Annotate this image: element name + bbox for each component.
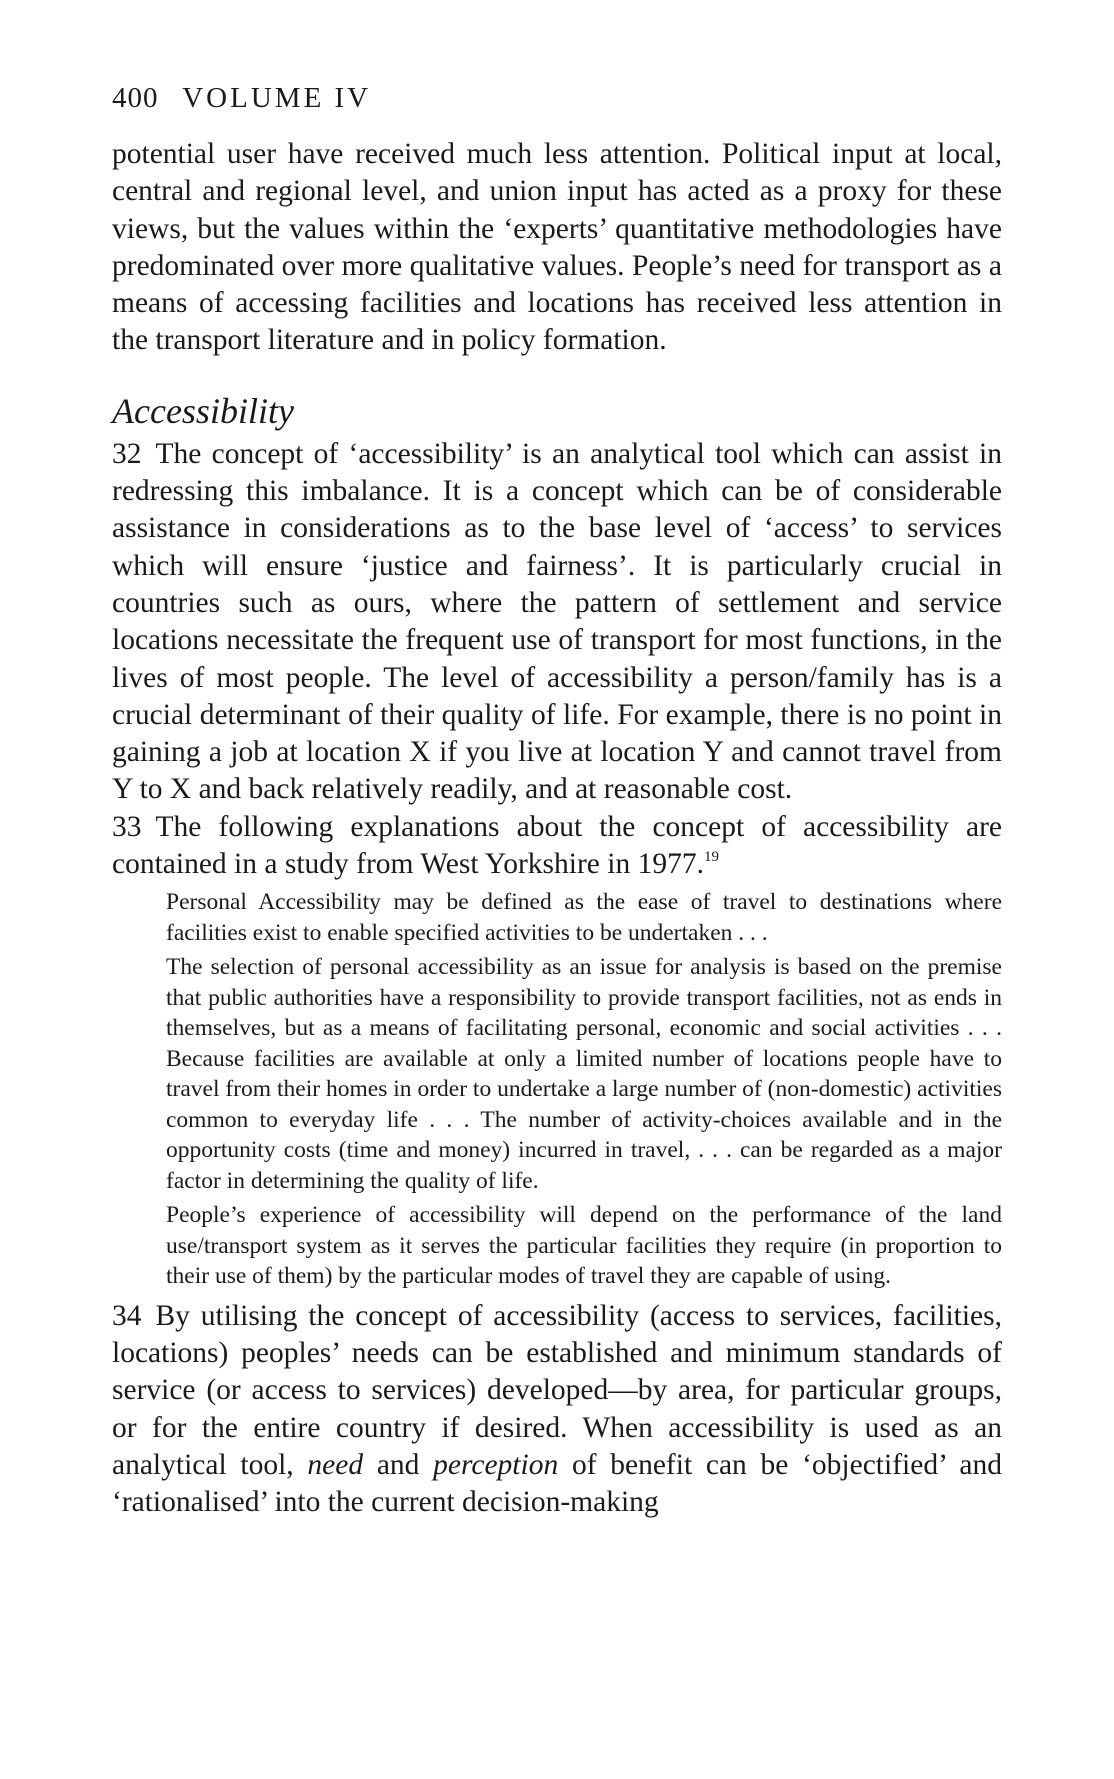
- paragraph-33: [112, 809, 1002, 884]
- page-number: 400: [112, 82, 159, 114]
- paragraph-32: [112, 436, 1002, 809]
- emphasis-need: need: [307, 1449, 364, 1482]
- paragraph-number: 32: [112, 437, 142, 470]
- paragraph-text: The concept of ‘accessibility’ is an analytical tool which can assist in redressing this imbalance. It is a concept which can be of considerable assistance in considerations as to the base level of ‘access’ to services which will ensure ‘justice and fairness’. It is particularly crucial in countries such as ours, where the pattern of settlement and service locations necessitate the frequent use of transport for most functions, in the lives of most people. The level of accessibility a person/family has is a crucial determinant of their quality of life. For example, there is no point in gaining a job at location X if you live at location Y and cannot travel from Y to X and back relatively readily, and at reasonable cost.: [112, 437, 1002, 806]
- volume-label: VOLUME IV: [182, 82, 372, 114]
- block-quote: [166, 887, 1002, 1292]
- footnote-marker: 19: [703, 849, 719, 866]
- quote-paragraph-2: The selection of personal accessibility as an issue for analysis is based on the premise that public authorities have a responsibility to provide transport facilities, not as ends in themselves, but as a means of facilitating personal, economic and social activities . . . Because facilities are available at only a limited number of locations people have to travel from their homes in order to undertake a large number of (non-domestic) activities common to everyday life . . . The number of activity-choices available and in the opportunity costs (time and money) incurred in travel, . . . can be regarded as a major factor in determining the quality of life.: [166, 954, 1002, 1194]
- quote-paragraph-1: Personal Accessibility may be defined as the ease of travel to destinations where facilities exist to enable specified activities to be undertaken . . .: [166, 889, 1002, 946]
- section-heading: Accessibility: [112, 390, 294, 431]
- paragraph-34: [112, 1298, 1002, 1522]
- quote-paragraph-3: People’s experience of accessibility will depend on the performance of the land use/transport system as it serves the particular facilities they require (in proportion to their use of them) by the particular modes of travel they are capable of using.: [166, 1202, 1002, 1290]
- paragraph-text: The following explanations about the concept of accessibility are contained in a study from West Yorkshire in 1977.: [112, 810, 1002, 881]
- paragraph-number: 33: [112, 810, 142, 843]
- intro-paragraph: potential user have received much less attention. Political input at local, central and regional level, and union input has acted as a proxy for these views, but the values within the ‘experts’ quantitative methodologies have predominated over more qualitative values. People’s need for transport as a means of accessing facilities and locations has received less attention in the transport literature and in policy formation.: [112, 138, 1002, 357]
- paragraph-text-c: of benefit can be ‘objectified’ and ‘rationalised’ into the current decision-making: [112, 1449, 1003, 1519]
- emphasis-perception: perception: [433, 1449, 559, 1482]
- document-page: [112, 80, 1002, 1522]
- paragraph-text-b: and: [376, 1449, 420, 1482]
- paragraph-text-a: By utilising the concept of accessibility (access to services, facilities, locations) peoples’ needs can be established and minimum standards of service (or access to services) developed—by area, for particular groups, or for the entire country if desired. When accessibility is used as an analytical tool,: [112, 1299, 1002, 1482]
- paragraph-number: 34: [112, 1299, 142, 1332]
- running-head: [112, 80, 1002, 116]
